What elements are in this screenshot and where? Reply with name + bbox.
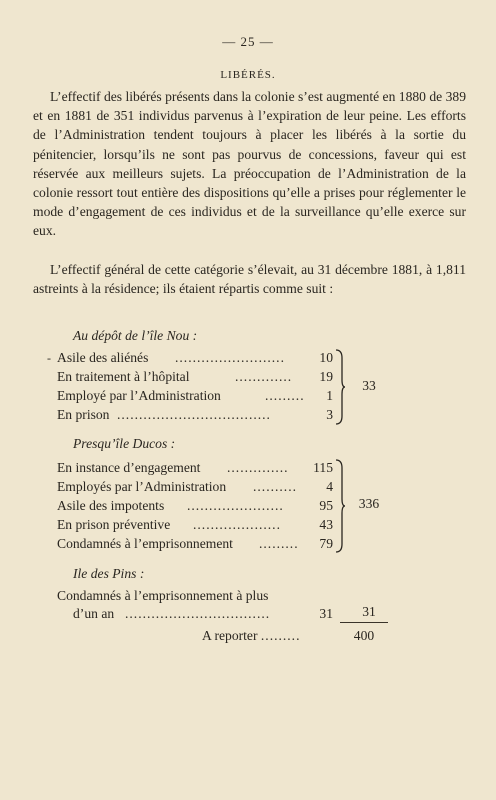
- row-label: En traitement à l’hôpital: [57, 369, 190, 384]
- row-value: 4: [326, 479, 333, 494]
- leader-dots: .............: [235, 369, 293, 384]
- row-value: 79: [319, 536, 333, 551]
- leader-dots: ......................: [187, 498, 284, 513]
- section-total: 31: [362, 604, 376, 619]
- table-row: [57, 496, 333, 515]
- page-number: — 25 —: [222, 34, 274, 49]
- table-row: [57, 458, 333, 477]
- row-label: Asile des impotents: [57, 498, 165, 513]
- report-value: 400: [353, 628, 375, 643]
- table-row: [57, 405, 333, 424]
- row-label: Condamnés à l’emprisonnement: [57, 536, 233, 551]
- section-total: 33: [362, 378, 376, 393]
- row-value: 3: [326, 407, 333, 422]
- section-title-presquile-ducos: Presqu’île Ducos :: [73, 436, 176, 451]
- table-row: [57, 348, 333, 367]
- section-title-ile-nou: Au dépôt de l’île Nou :: [73, 328, 198, 343]
- leader-dots: ....................: [193, 517, 281, 532]
- table-row: [57, 367, 333, 386]
- table-row: [57, 386, 333, 405]
- report-label: A reporter: [202, 628, 258, 643]
- sum-rule: [340, 622, 388, 623]
- row-label: Employé par l’Administration: [57, 388, 221, 403]
- report-row: [202, 628, 300, 644]
- row-value: 115: [313, 460, 333, 475]
- section-total: 336: [358, 496, 380, 511]
- row-value: 1: [326, 388, 333, 403]
- leader-dots: ...................................: [117, 407, 271, 422]
- row-label: d’un an: [73, 606, 115, 621]
- row-label: En prison préventive: [57, 517, 171, 532]
- leader-dots: .........................: [175, 350, 285, 365]
- row-label: En instance d’engagement: [57, 460, 201, 475]
- paragraph-1: L’effectif des libérés présents dans la colonie s’est augmenté en 1880 de 389 et en 1881 de 351 individus parvenus à l’expiration de leur peine. Les efforts de l’Administration tendent toujours à placer les libérés à la sortie du pénitencier, lorsqu’ils ne sont pas pourvus de concessions, faveur qui est réservée aux meilleurs sujets. La préoccupation de l’Administration de la colonie ressort tout entière des dispositions qu’elle a prises pour réglementer le mode d’engagement de ces individus et de la surveillance qu’elle exerce sur eux.: [33, 89, 466, 239]
- table-row: [57, 534, 333, 553]
- row-label: Condamnés à l’emprisonnement à plus: [57, 588, 269, 603]
- row-label: Employés par l’Administration: [57, 479, 227, 494]
- row-value: 31: [319, 606, 333, 621]
- leader-dots: .................................: [125, 606, 271, 621]
- table-row: [57, 477, 333, 496]
- margin-mark: -: [47, 351, 51, 365]
- row-value: 10: [319, 350, 333, 365]
- leader-dots: .........: [259, 536, 299, 551]
- row-value: 43: [319, 517, 333, 532]
- leader-dots: .........: [260, 628, 301, 643]
- table-row: [57, 604, 333, 623]
- paragraph-2: L’effectif général de cette catégorie s’élevait, au 31 décembre 1881, à 1,811 astreints à la résidence; ils étaient répartis comme suit :: [33, 262, 466, 297]
- leader-dots: .........: [265, 388, 305, 403]
- row-label: En prison: [57, 407, 110, 422]
- leader-dots: ..............: [227, 460, 289, 475]
- table-row: [57, 515, 333, 534]
- leader-dots: ..........: [253, 479, 297, 494]
- section-heading: LIBÉRÉS.: [220, 69, 276, 81]
- row-label: Asile des aliénés: [57, 350, 149, 365]
- section-title-ile-des-pins: Ile des Pins :: [73, 566, 145, 581]
- row-value: 19: [319, 369, 333, 384]
- table-row: [57, 586, 357, 605]
- row-value: 95: [319, 498, 333, 513]
